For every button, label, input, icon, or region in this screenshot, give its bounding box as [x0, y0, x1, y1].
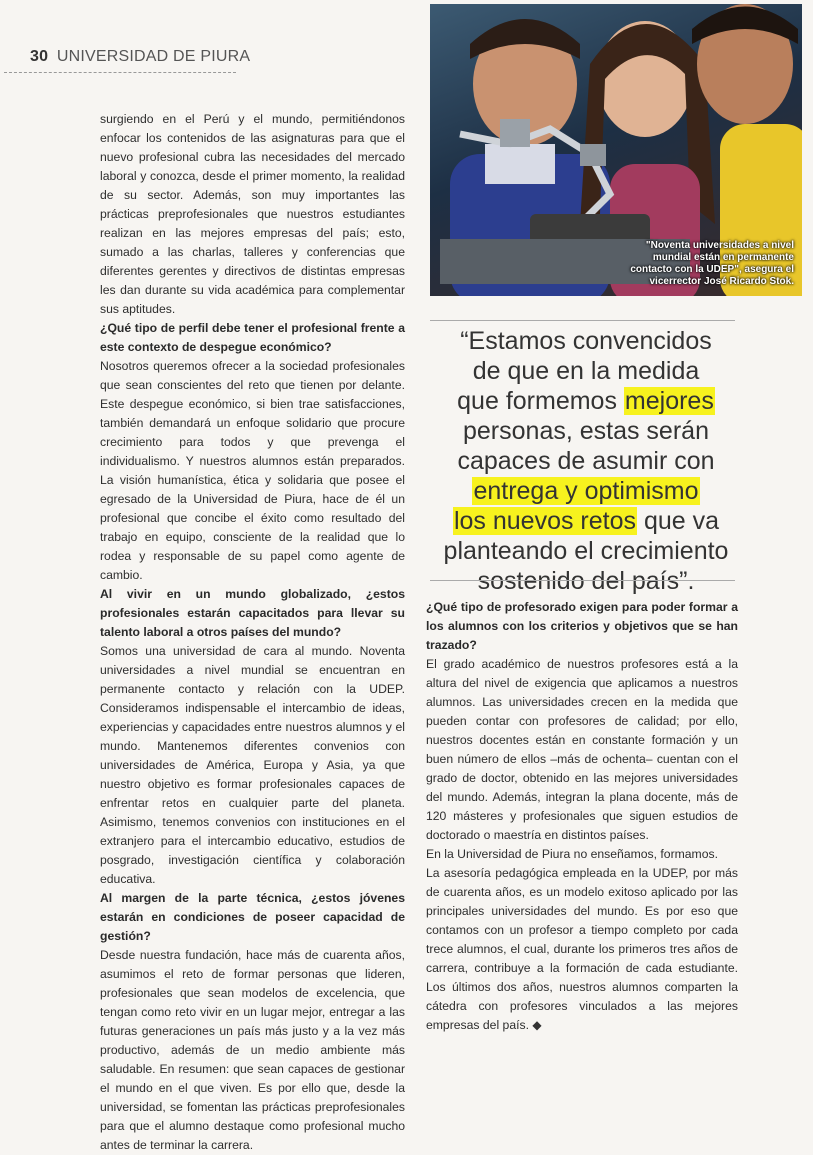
- quote-line: de que en la medida: [472, 357, 700, 385]
- end-of-article-icon: ◆: [532, 1018, 542, 1032]
- paragraph: El grado académico de nuestros profesores está a la altura del nivel de exigencia que aplicamos a nuestros alumnos. Las universidades crecen en la medida que pueden contar con profesores de calidad; por ello, nuestros docentes están en constante formación y un buen número de ellos –más de ochenta– cuentan con el grado de doctor, obtenido en las mejores universidades del mundo. Además, integran la plana docente, más de 120 másteres y profesionales que siguen estudios de doctorado o maestría en distintos países.: [426, 657, 738, 842]
- question-heading: ¿Qué tipo de perfil debe tener el profesional frente a este contexto de despegue económico?: [100, 321, 405, 354]
- quote-highlight: entrega y optimismo: [473, 477, 699, 505]
- paragraph: Somos una universidad de cara al mundo. Noventa universidades a nivel mundial se encuentran en permanente contacto y relación con la UDEP. Consideramos indispensable el intercambio de ideas, experiencias y capacidades entre nuestros alumnos y el mundo. Mantenemos diferentes convenios con universidades de América, Europa y Asia, ya que nuestro objetivo es formar profesionales capaces de enfrentar retos en cualquier parte del planeta. Asimismo, tenemos convenios con instituciones en el extranjero para el intercambio educativo, estudios de posgrado, investigación científica y colaboración educativa.: [100, 644, 405, 886]
- question-heading: Al vivir en un mundo globalizado, ¿estos profesionales estarán capacitados para llevar su talento laboral a otros países del mundo?: [100, 587, 405, 639]
- quote-divider-top: [430, 320, 735, 321]
- students-photo: [430, 4, 802, 296]
- left-column: [100, 110, 405, 1155]
- page-number: 30: [30, 48, 49, 65]
- quote-line: que formemos mejores: [457, 387, 714, 415]
- paragraph: surgiendo en el Perú y el mundo, permitiéndonos enfocar los contenidos de las asignaturas para que el nuevo profesional cubra las necesidades del mercado laboral y conozca, desde el primer momento, la realidad de su sector. Además, son muy importantes las prácticas preprofesionales que nuestros estudiantes realizan en las mejores empresas del país; esto, sumado a las charlas, talleres y conferencias que diferentes gerentes y directivos de distintas empresas les dan durante su vida académica para complementar sus aptitudes.: [100, 112, 405, 316]
- question-heading: ¿Qué tipo de profesorado exigen para poder formar a los alumnos con los criterios y objetivos que se han trazado?: [426, 600, 738, 652]
- quote-highlight: los nuevos retos: [453, 507, 637, 535]
- quote-line: personas, estas serán: [463, 417, 709, 445]
- paragraph: Nosotros queremos ofrecer a la sociedad profesionales que sean conscientes del reto que tienen por delante. Este despegue económico, si bien trae satisfacciones, también demandará un enfoque solidario que procure crecimiento para todos y que prevenga el individualismo. Y nuestros alumnos están preparados. La visión humanística, ética y solidaria que posee el egresado de la Universidad de Piura, hace de él un profesional que concibe el éxito como resultado del trabajo en equipo, consciente de la realidad que lo rodea y responsable de su papel como agente de cambio.: [100, 359, 405, 582]
- quote-divider-bottom: [430, 580, 735, 581]
- header-divider: [4, 72, 236, 73]
- photo-caption: "Noventa universidades a nivel mundial están en permanente contacto con la UDEP", asegura el vicerrector José Ricardo Stok.: [630, 240, 794, 287]
- right-column: [426, 598, 738, 1035]
- pull-quote: [425, 326, 747, 596]
- page-header: [30, 48, 250, 66]
- quote-line: planteando el crecimiento: [443, 537, 729, 565]
- paragraph: La asesoría pedagógica empleada en la UDEP, por más de cuarenta años, es un modelo exitoso aplicado por las principales universidades del mundo. Es por eso que contamos con un profesor a tiempo completo por cada trece alumnos, el cual, durante los primeros tres años de carrera, contribuye a la formación de cada estudiante. Los últimos dos años, nuestros alumnos comparten la cátedra con profesores vinculados a las mejores empresas del país. ◆: [426, 866, 738, 1032]
- quote-line: [425, 476, 747, 506]
- quote-line: “Estamos convencidos: [460, 327, 712, 355]
- question-heading: Al margen de la parte técnica, ¿estos jóvenes estarán en condiciones de poseer capacidad de gestión?: [100, 891, 405, 943]
- paragraph: Desde nuestra fundación, hace más de cuarenta años, asumimos el reto de formar personas que lideren, profesionales que sean modelos de excelencia, que tengan como reto vivir en un lugar mejor, entregar a las futuras generaciones un país más justo y a la vez más productivo, además de un medio ambiente más saludable. En resumen: que sean capaces de gestionar el mundo en el que viven. Es por ello que, desde la universidad, se fomentan las prácticas preprofesionales para que el alumno destaque como profesional mucho antes de terminar la carrera.: [100, 948, 405, 1152]
- quote-line: capaces de asumir con: [457, 447, 715, 475]
- quote-line: sostenido del país”.: [477, 567, 695, 595]
- quote-line: los nuevos retos que va: [453, 507, 720, 535]
- publication-title: UNIVERSIDAD DE PIURA: [56, 48, 251, 65]
- quote-highlight: mejores: [624, 387, 714, 415]
- paragraph: En la Universidad de Piura no enseñamos, formamos.: [426, 847, 718, 861]
